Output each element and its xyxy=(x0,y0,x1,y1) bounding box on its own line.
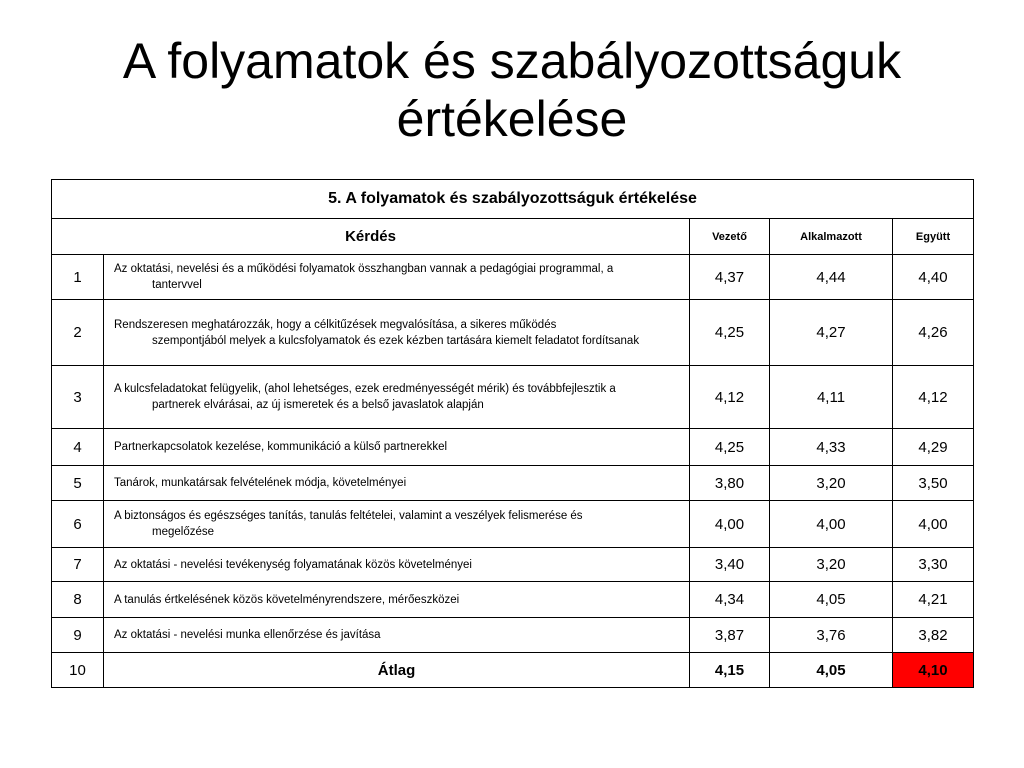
question-text xyxy=(104,366,690,429)
leader-value: 3,80 xyxy=(690,466,770,501)
table-header-row xyxy=(52,219,974,255)
page-title-line-2: értékelése xyxy=(396,91,628,147)
question-text xyxy=(104,300,690,366)
table-row xyxy=(52,429,974,466)
question-line: Tanárok, munkatársak felvételének módja, követelményei xyxy=(114,477,407,489)
row-number: 3 xyxy=(52,366,104,429)
page-title-line-1: A folyamatok és szabályozottságuk xyxy=(122,33,902,89)
together-value: 3,30 xyxy=(893,548,974,582)
together-value: 4,26 xyxy=(893,300,974,366)
employee-value: 3,20 xyxy=(770,548,893,582)
question-continuation: partnerek elvárásai, az új ismeretek és a belső javaslatok alapján xyxy=(152,399,484,411)
header-question: Kérdés xyxy=(52,219,690,255)
leader-value: 3,40 xyxy=(690,548,770,582)
employee-value: 4,27 xyxy=(770,300,893,366)
employee-value: 4,05 xyxy=(770,582,893,618)
leader-value: 4,34 xyxy=(690,582,770,618)
average-together-value: 4,10 xyxy=(893,653,974,688)
question-text xyxy=(104,429,690,466)
average-leader-value: 4,15 xyxy=(690,653,770,688)
employee-value: 4,00 xyxy=(770,501,893,548)
average-label: Átlag xyxy=(104,653,690,688)
header-together: Együtt xyxy=(893,219,974,255)
together-value: 4,29 xyxy=(893,429,974,466)
together-value: 3,50 xyxy=(893,466,974,501)
average-row xyxy=(52,653,974,688)
leader-value: 3,87 xyxy=(690,618,770,653)
together-value: 4,00 xyxy=(893,501,974,548)
table-row xyxy=(52,582,974,618)
question-text xyxy=(104,466,690,501)
question-text xyxy=(104,255,690,300)
together-value: 4,21 xyxy=(893,582,974,618)
header-leader: Vezető xyxy=(690,219,770,255)
question-text xyxy=(104,501,690,548)
question-line: Az oktatási, nevelési és a működési folyamatok összhangban vannak a pedagógiai programmal, a xyxy=(114,263,614,275)
question-line: Rendszeresen meghatározzák, hogy a célkitűzések megvalósítása, a sikeres működés xyxy=(114,318,557,331)
question-continuation: tantervvel xyxy=(152,279,202,291)
table-row xyxy=(52,366,974,429)
leader-value: 4,25 xyxy=(690,429,770,466)
question-text xyxy=(104,618,690,653)
row-number: 9 xyxy=(52,618,104,653)
question-continuation: szempontjából melyek a kulcsfolyamatok és ezek kézben tartására kiemelt feladatot fordítsanak xyxy=(152,334,640,347)
row-number: 2 xyxy=(52,300,104,366)
employee-value: 4,44 xyxy=(770,255,893,300)
row-number: 8 xyxy=(52,582,104,618)
row-number: 4 xyxy=(52,429,104,466)
table-row xyxy=(52,466,974,501)
question-continuation: megelőzése xyxy=(152,526,215,538)
table-row xyxy=(52,548,974,582)
row-number: 5 xyxy=(52,466,104,501)
leader-value: 4,00 xyxy=(690,501,770,548)
question-line: Partnerkapcsolatok kezelése, kommunikáció a külső partnerekkel xyxy=(114,441,448,453)
together-value: 3,82 xyxy=(893,618,974,653)
row-number: 7 xyxy=(52,548,104,582)
question-text xyxy=(104,548,690,582)
page-title xyxy=(0,32,1024,148)
table-row xyxy=(52,255,974,300)
employee-value: 3,20 xyxy=(770,466,893,501)
row-number: 1 xyxy=(52,255,104,300)
employee-value: 3,76 xyxy=(770,618,893,653)
question-line: A biztonságos és egészséges tanítás, tanulás feltételei, valamint a veszélyek felismerése és xyxy=(114,510,583,522)
leader-value: 4,37 xyxy=(690,255,770,300)
row-number: 6 xyxy=(52,501,104,548)
table-caption: 5. A folyamatok és szabályozottságuk értékelése xyxy=(52,180,974,219)
employee-value: 4,11 xyxy=(770,366,893,429)
leader-value: 4,25 xyxy=(690,300,770,366)
question-line: Az oktatási - nevelési munka ellenőrzése és javítása xyxy=(114,629,381,641)
table-caption-row xyxy=(52,180,974,219)
table-row xyxy=(52,300,974,366)
question-line: A tanulás értkelésének közös követelményrendszere, mérőeszközei xyxy=(114,593,460,606)
leader-value: 4,12 xyxy=(690,366,770,429)
header-employee: Alkalmazott xyxy=(770,219,893,255)
question-line: A kulcsfeladatokat felügyelik, (ahol lehetséges, ezek eredményességét mérik) és továbbfejlesztik a xyxy=(114,383,616,395)
table-row xyxy=(52,501,974,548)
row-number: 10 xyxy=(52,653,104,688)
average-employee-value: 4,05 xyxy=(770,653,893,688)
evaluation-table xyxy=(51,179,974,688)
question-text xyxy=(104,582,690,618)
together-value: 4,40 xyxy=(893,255,974,300)
table-row xyxy=(52,618,974,653)
together-value: 4,12 xyxy=(893,366,974,429)
question-line: Az oktatási - nevelési tevékenység folyamatának közös követelményei xyxy=(114,558,472,571)
employee-value: 4,33 xyxy=(770,429,893,466)
